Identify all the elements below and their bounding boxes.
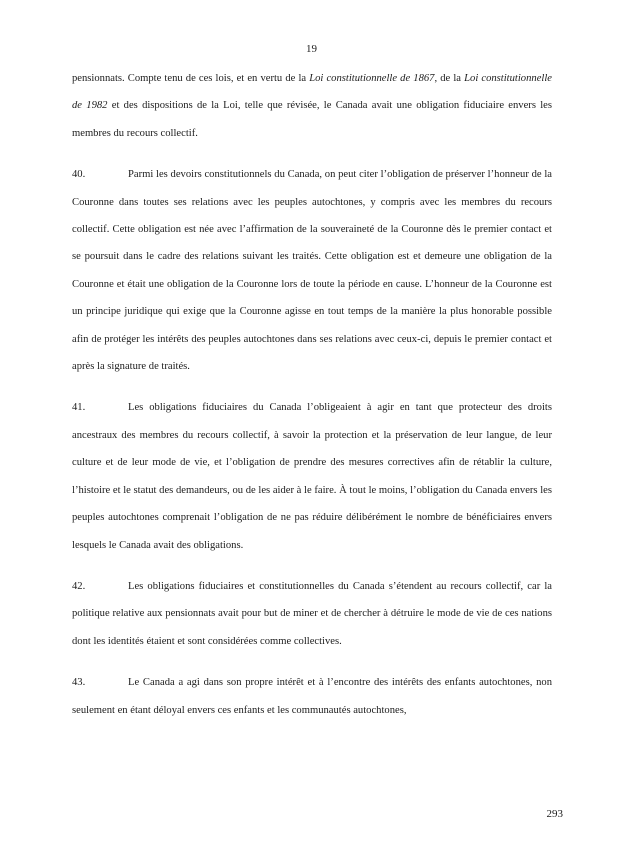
- text-segment: Le Canada a agi dans son propre intérêt et à l’encontre des intérêts des enfants autochtones, non seulement en étant déloyal envers ces enfants et les communautés autochtones,: [72, 677, 552, 716]
- paragraph-text: [72, 581, 552, 647]
- paragraph-number: 41.: [72, 402, 86, 414]
- page-number-bottom: 293: [546, 808, 563, 820]
- text-segment: Les obligations fiduciaires du Canada l’obligeaient à agir en tant que protecteur des droits ancestraux des membres du recours collectif, à savoir la protection et la préservation de leur langue, de leur culture et de leur mode de vie, et l’obligation de prendre des mesures correctives afin de rétablir la culture, l’histoire et le statut des demandeurs, ou de les aider à le faire. À tout le moins, l’obligation du Canada envers les peuples autochtones comprenait l’obligation de ne pas réduire délibérément le nombre de bénéficiaires envers lesquels le Canada avait des obligations.: [72, 402, 552, 551]
- text-segment: Parmi les devoirs constitutionnels du Canada, on peut citer l’obligation de préserver l’honneur de la Couronne dans toutes ses relations avec les peuples autochtones, y compris avec les membres du recours collectif. Cette obligation est née avec l’affirmation de la souveraineté de la Couronne dès le premier contact et se poursuit dans le cadre des relations suivant les traités. Cette obligation est et demeure une obligation de la Couronne et était une obligation de la Couronne lors de toute la période en cause. L’honneur de la Couronne est un principe juridique qui exige que la Couronne agisse en tout temps de la manière la plus honorable possible afin de protéger les intérêts des peuples autochtones dans ses relations avec ceux-ci, depuis le premier contact et après la signature de traités.: [72, 169, 552, 373]
- paragraph-41: [72, 394, 552, 558]
- paragraph-number: 42.: [72, 580, 86, 592]
- paragraph-40: [72, 161, 552, 380]
- paragraph-number: 40.: [72, 169, 86, 181]
- text-segment: pensionnats. Compte tenu de ces lois, et en vertu de la: [72, 73, 310, 84]
- paragraph-42: [72, 573, 552, 655]
- document-body: [72, 65, 552, 724]
- text-segment: et des dispositions de la Loi, telle que révisée, le Canada avait une obligation fiduciaire envers les membres du recours collectif.: [72, 100, 552, 139]
- paragraph-continuation: [72, 65, 552, 147]
- paragraph-43: [72, 669, 552, 724]
- paragraph-text: [72, 677, 552, 715]
- text-segment-italic: Loi constitutionnelle de 1867: [309, 73, 435, 84]
- document-page: [0, 36, 623, 843]
- text-segment: , de la: [434, 73, 465, 84]
- paragraph-text: [72, 402, 552, 550]
- text-segment-italic: Loi constitutionnelle de 1982: [72, 73, 552, 112]
- page-number-top: 19: [306, 43, 317, 55]
- paragraph-text: [72, 169, 552, 372]
- text-segment: Les obligations fiduciaires et constitutionnelles du Canada s’étendent au recours collectif, car la politique relative aux pensionnats avait pour but de miner et de chercher à détruire le mode de vie de ces nations dont les identités étaient et sont considérées comme collectives.: [72, 580, 552, 647]
- paragraph-text: [72, 73, 552, 139]
- paragraph-number: 43.: [72, 677, 86, 689]
